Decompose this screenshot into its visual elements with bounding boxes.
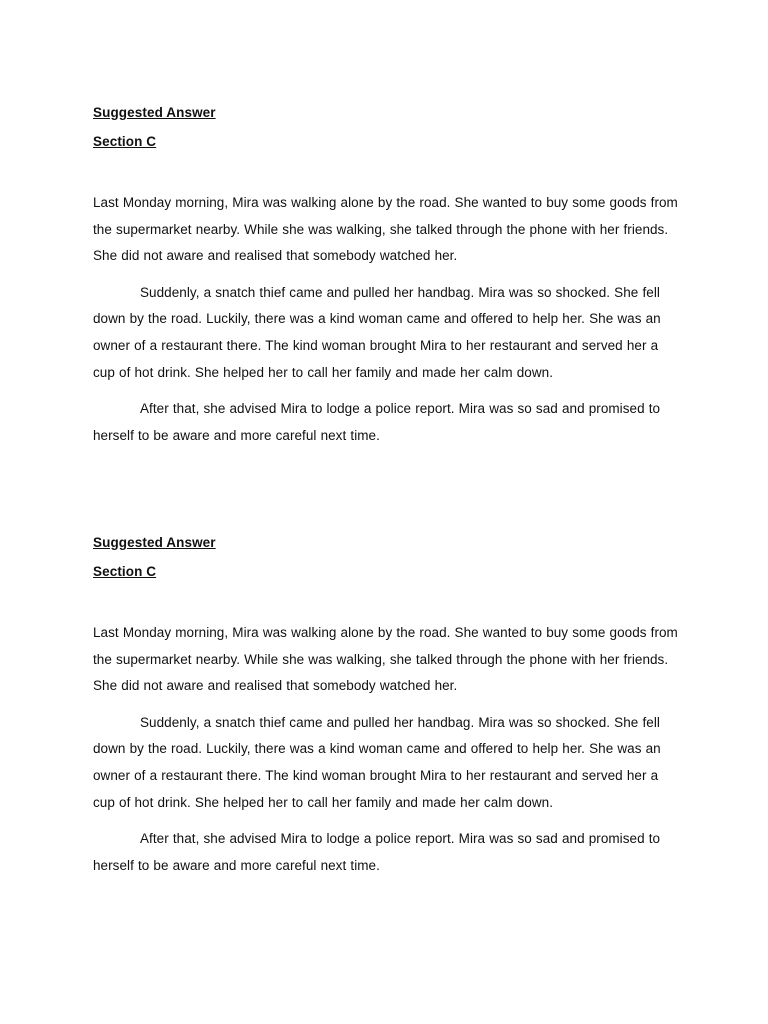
paragraph-2: Suddenly, a snatch thief came and pulled her handbag. Mira was so shocked. She fell down by the road. Luckily, there was a kind woman came and offered to help her. She was an owner of a restaurant there. The kind woman brought Mira to her restaurant and served her a cup of hot drink. She helped her to call her family and made her calm down.	[93, 284, 661, 380]
heading-section: Section C	[93, 564, 157, 579]
heading-suggested-answer: Suggested Answer	[93, 535, 216, 550]
paragraph-1: Last Monday morning, Mira was walking alone by the road. She wanted to buy some goods from the supermarket nearby. While she was walking, she talked through the phone with her friends. She did not aware and realised that somebody watched her.	[93, 625, 678, 694]
paragraph-3: After that, she advised Mira to lodge a police report. Mira was so sad and promised to herself to be aware and more careful next time.	[93, 831, 661, 873]
paragraph-2: Suddenly, a snatch thief came and pulled her handbag. Mira was so shocked. She fell down by the road. Luckily, there was a kind woman came and offered to help her. She was an owner of a restaurant there. The kind woman brought Mira to her restaurant and served her a cup of hot drink. She helped her to call her family and made her calm down.	[93, 714, 661, 810]
answer-block-2	[93, 533, 683, 889]
answer-block-1	[93, 103, 683, 459]
heading-section: Section C	[93, 134, 157, 149]
heading-suggested-answer: Suggested Answer	[93, 105, 216, 120]
paragraph-3: After that, she advised Mira to lodge a police report. Mira was so sad and promised to herself to be aware and more careful next time.	[93, 401, 661, 443]
paragraph-1: Last Monday morning, Mira was walking alone by the road. She wanted to buy some goods from the supermarket nearby. While she was walking, she talked through the phone with her friends. She did not aware and realised that somebody watched her.	[93, 195, 678, 264]
